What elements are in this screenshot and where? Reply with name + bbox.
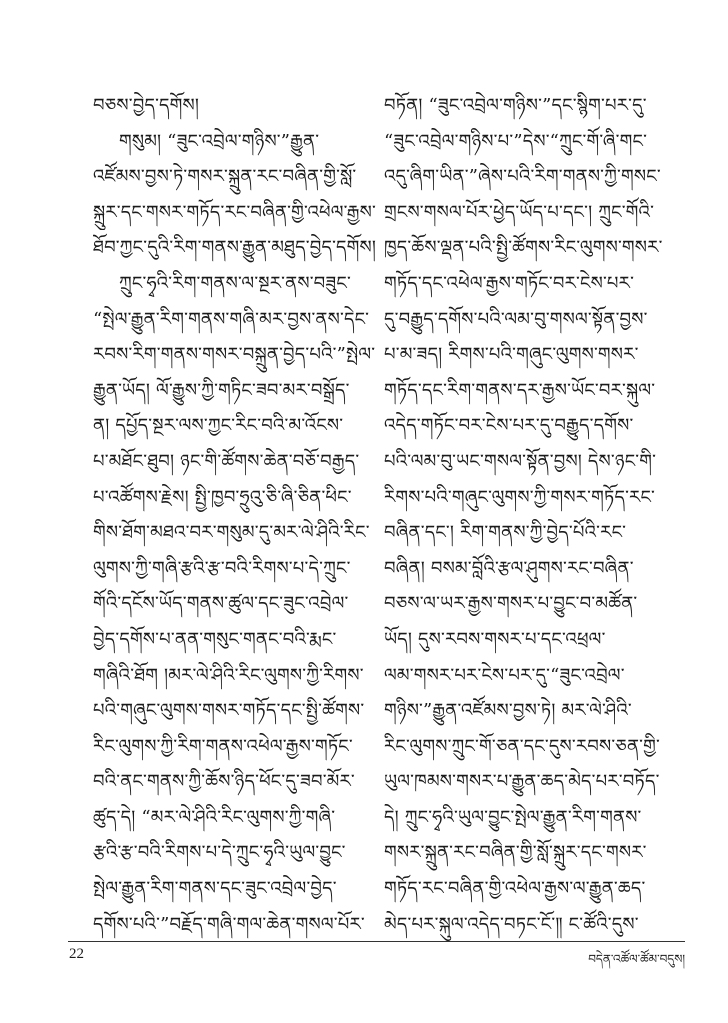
text-line: བཅས་བྱེད་དགོས།	[93, 95, 200, 116]
text-line: རབས་རིག་གནས་གསར་བསྐྲུན་བྱེད་པའི་”སྤེལ་	[93, 344, 376, 366]
page-number: 22	[69, 946, 84, 962]
text-line: བཏོན། “ཟུང་འབྲེལ་གཉིས་”དང་སྙིག་པར་དུ་	[384, 95, 647, 116]
text-line: སྤེལ་རྒྱུན་རིག་གནས་དང་ཟུང་འབྲེལ་བྱེད་	[93, 878, 337, 900]
text-line: བཅས་ལ་ཡར་རྒྱས་གསར་པ་བྱུང་བ་མཚོན་	[384, 593, 638, 615]
text-line: རྩའི་རྩ་བའི་རིགས་པ་དེ་ཀྲུང་ཧྭའི་ཡུལ་བྱུང་	[93, 842, 346, 864]
text-line: དེ། ཀྲུང་ཧྭའི་ཡུལ་བྱུང་སྤེལ་རྒྱུན་རིག་གནས་	[384, 806, 642, 828]
text-line: གྲངས་གསལ་པོར་ཕྱེད་ཡོད་པ་དང་། ཀྲུང་གོའི་	[384, 201, 655, 223]
text-line: སྐྲུར་དང་གསར་གཏོད་རང་བཞིན་གྱི་འཕེལ་རྒྱས་	[93, 201, 376, 223]
footer-divider	[68, 941, 685, 942]
text-line: རིང་ལུགས་ཀྱི་རིག་གནས་འཕེལ་རྒྱས་གཏོང་	[93, 735, 353, 757]
text-line: ཡོད། དུས་རབས་གསར་པ་དང་འཕྲལ་	[384, 628, 606, 650]
text-line: བཞིན་དང་། རིག་གནས་ཀྱི་བྱེད་པོའི་རང་	[384, 522, 627, 544]
text-line: ཁྱད་ཆོས་ལྡན་པའི་སྤྱི་ཚོགས་རིང་ལུགས་གསར་	[384, 237, 663, 259]
text-line: འཛོམས་བྱས་ཏེ་གསར་སྐྲུན་རང་བཞིན་གྱི་སློ་	[93, 166, 357, 188]
text-line: “ཟུང་འབྲེལ་གཉིས་པ་”དེས་“ཀྲུང་གོ་ཞི་གང་	[384, 130, 648, 152]
text-line: བཞིན། བསམ་བློའི་རྩལ་ཤུགས་རང་བཞིན་	[384, 557, 634, 579]
text-line: “སྤེལ་རྒྱུན་རིག་གནས་གཞི་མར་བྱས་ནས་དེང་	[93, 308, 370, 330]
text-line: བའི་ནང་གནས་ཀྱི་ཆོས་ཉིད་ཕོང་དུ་ཟབ་མོར་	[93, 771, 355, 793]
text-line: དུ་བརྒྱུད་དགོས་པའི་ལམ་བུ་གསལ་སྟོན་བྱས་	[384, 308, 648, 330]
text-line: གཉིས་”རྒྱུན་འཛོམས་བྱས་ཏེ། མར་ལེ་ཤིའི་	[384, 700, 632, 722]
text-line: ལུགས་ཀྱི་གཞི་རྩའི་རྩ་བའི་རིགས་པ་དེ་ཀྲུང་	[93, 557, 351, 579]
running-title: བདེན་འཚོལ་ཚོམ་བདུས།	[588, 952, 685, 966]
text-line: པའི་གཞུང་ལུགས་གསར་གཏོད་དང་སྤྱི་ཚོགས་	[93, 700, 365, 722]
text-line: གིས་ཐོག་མཐའ་བར་གསུམ་དུ་མར་ལེ་ཤིའི་རིང་	[93, 522, 370, 544]
text-line: གཞིའི་ཐོག །མར་ལེ་ཤིའི་རིང་ལུགས་ཀྱི་རིགས་	[93, 664, 364, 686]
text-line: རིགས་པའི་གཞུང་ལུགས་ཀྱི་གསར་གཏོད་རང་	[384, 486, 656, 508]
text-line: ལམ་གསར་པར་ངེས་པར་དུ་“ཟུང་འབྲེལ་	[384, 664, 625, 686]
right-text-column	[384, 88, 671, 942]
text-line: གོའི་དངོས་ཡོད་གནས་ཚུལ་དང་ཟུང་འབྲེལ་	[93, 593, 349, 615]
text-line: རྒྱུན་ཡོད། ལོ་རྒྱུས་ཀྱི་གཏིང་ཟབ་མར་བསྒྲོད་	[93, 379, 350, 401]
text-line: ཚུད་དེ། “མར་ལེ་ཤིའི་རིང་ལུགས་ཀྱི་གཞི་	[93, 806, 336, 828]
text-line: ན། དཔྱོད་སྔར་ལས་ཀྱང་རིང་བའི་མ་འོངས་	[93, 415, 344, 437]
text-line: བྱེད་དགོས་པ་ནན་གསུང་གནང་བའི་རྨང་	[93, 628, 337, 650]
left-text-column	[93, 88, 380, 942]
text-line: གསུམ། “ཟུང་འབྲེལ་གཉིས་”རྒྱུན་	[119, 130, 320, 152]
text-line: རིང་ལུགས་ཀྲུང་གོ་ཅན་དང་དུས་རབས་ཅན་གྱི་	[384, 735, 660, 757]
text-line: པ་འཚོགས་རྗེས། སྤྱི་ཁྱབ་ཧྲུའུ་ཅི་ཞི་ཅིན་ཕིང་	[93, 486, 352, 508]
text-line: པའི་ལམ་བུ་ཡང་གསལ་སྟོན་བྱས། དེས་ཉང་གི་	[384, 450, 657, 472]
text-line: ཡུལ་ཁམས་གསར་པ་རྒྱུན་ཆད་མེད་པར་བཏོད་	[384, 771, 660, 793]
text-line: འདེད་གཏོང་བར་ངེས་པར་དུ་བརྒྱུད་དགོས་	[384, 415, 634, 437]
text-line: ཐོབ་ཀྱང་དུའི་རིག་གནས་རྒྱུན་མཐུད་བྱེད་དགོས།	[93, 237, 377, 259]
text-line: གཏོད་རང་བཞིན་གྱི་འཕེལ་རྒྱས་ལ་རྒྱུན་ཆད་	[384, 878, 646, 900]
text-line: མེད་པར་སྐུལ་འདེད་བཏང་ངོ་༎ ང་ཚོའི་དུས་	[384, 913, 639, 935]
text-line: གཏོད་དང་རིག་གནས་དར་རྒྱས་ཡོང་བར་སྐུལ་	[384, 379, 656, 401]
text-line: ཀྲུང་ཧྭའི་རིག་གནས་ལ་སྔར་ནས་བཟུང་	[119, 272, 351, 294]
text-line: གསར་སྐྲུན་རང་བཞིན་གྱི་སློ་སྐྲུར་དང་གསར་	[384, 842, 647, 864]
text-line: པ་མ་ཟད། རིགས་པའི་གཞུང་ལུགས་གསར་	[384, 344, 639, 366]
text-line: འདུ་ཞིག་ཡིན་”ཞེས་པའི་རིག་གནས་ཀྱི་གསང་	[384, 166, 661, 188]
text-line: པ་མཐོང་ཐུབ། ཉང་གི་ཚོགས་ཆེན་བཅོ་བརྒྱད་	[93, 450, 360, 472]
text-line: གཏོད་དང་འཕེལ་རྒྱས་གཏོང་བར་ངེས་པར་	[384, 272, 635, 294]
text-line: དགོས་པའི་”བརྗོད་གཞི་གལ་ཆེན་གསལ་པོར་	[93, 913, 365, 935]
